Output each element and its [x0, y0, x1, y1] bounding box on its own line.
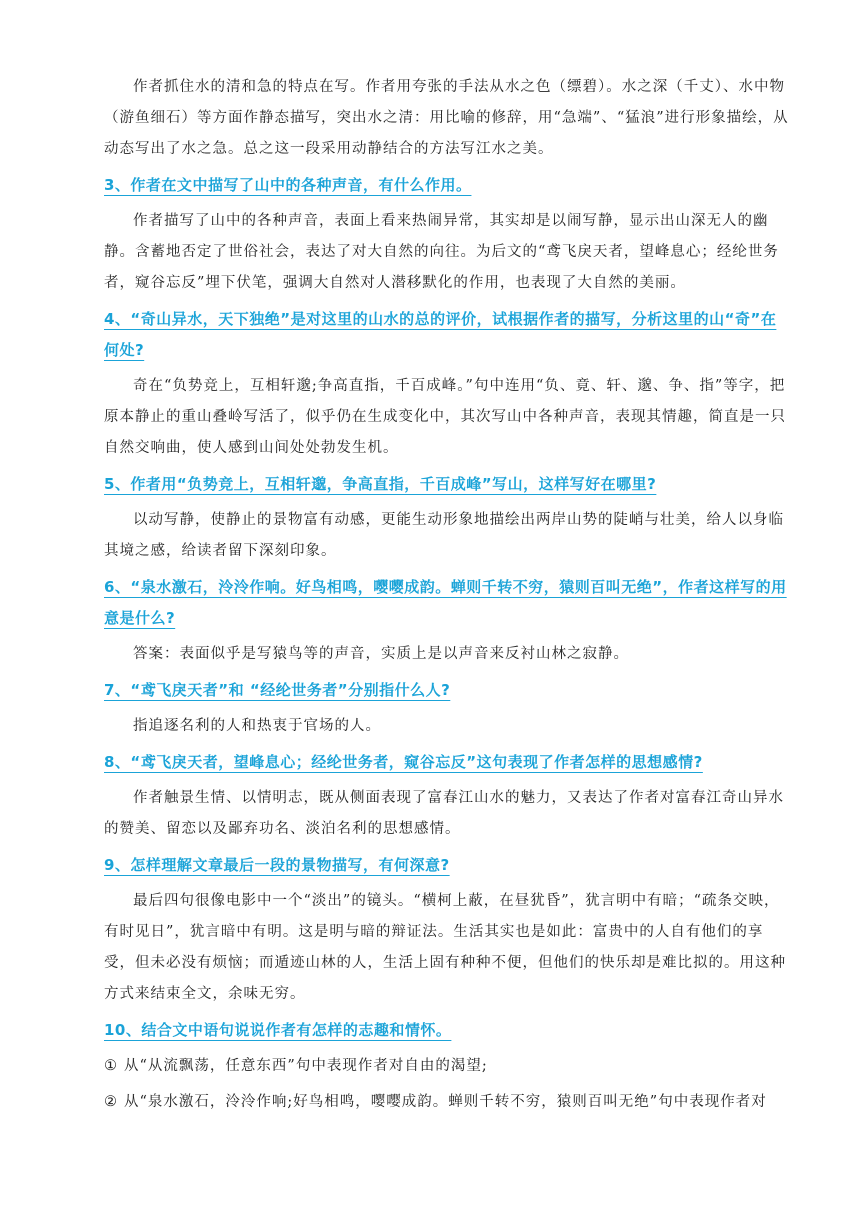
question-6: 6、“泉水激石，泠泠作响。好鸟相鸣，嘤嘤成韵。蝉则千转不穷，猿则百叫无绝”，作者这样写的用意是什么?: [104, 578, 787, 627]
answer-paragraph: 作者抓住水的清和急的特点在写。作者用夸张的手法从水之色（缥碧）。水之深（千丈）、水中物（游鱼细石）等方面作静态描写，突出水之清：用比喻的修辞，用“急端”、“猛浪”进行形象描绘，从动态写出了水之急。总之这一段采用动静结合的方法写江水之美。: [104, 79, 789, 157]
answer-5: 以动写静，使静止的景物富有动感，更能生动形象地描绘出两岸山势的陡峭与壮美，给人以身临其境之感，给读者留下深刻印象。: [104, 512, 784, 559]
answer-8: 作者触景生情、以情明志，既从侧面表现了富春江山水的魅力，又表达了作者对富春江奇山异水的赞美、留恋以及鄙弃功名、淡泊名利的思想感情。: [104, 790, 784, 837]
answer-10-item-1: [104, 1051, 790, 1082]
document-content: [104, 72, 790, 1123]
question-8: 8、“鸢飞戾天者，望峰息心；经纶世务者，窥谷忘反”这句表现了作者怎样的思想感情?: [104, 753, 703, 771]
answer-9: 最后四句很像电影中一个“淡出”的镜头。“横柯上蔽，在昼犹昏”，犹言明中有暗；“疏条交映，有时见日”，犹言暗中有明。这是明与暗的辩证法。生活其实也是如此：富贵中的人自有他们的享受，但未必没有烦恼；而遁迹山林的人，生活上固有种种不便，但他们的快乐却是难比拟的。用这种方式来结束全文，余味无穷。: [104, 893, 786, 1002]
question-10: 10、结合文中语句说说作者有怎样的志趣和情怀。: [104, 1021, 452, 1039]
question-5: 5、作者用“负势竞上，互相轩邈，争高直指，千百成峰”写山，这样写好在哪里?: [104, 475, 657, 493]
question-3: 3、作者在文中描写了山中的各种声音，有什么作用。: [104, 176, 472, 194]
answer-10-item-2: [104, 1087, 790, 1118]
answer-6: 答案：表面似乎是写猿鸟等的声音，实质上是以声音来反衬山林之寂静。: [133, 646, 629, 662]
list-item-text: 从“泉水激石，泠泠作响;好鸟相鸣，嘤嘤成韵。蝉则千转不穷，猿则百叫无绝”句中表现作者对: [124, 1094, 767, 1110]
question-9: 9、怎样理解文章最后一段的景物描写，有何深意?: [104, 856, 450, 874]
list-item-text: 从“从流飘荡，任意东西”句中表现作者对自由的渴望;: [124, 1058, 488, 1074]
list-marker: ②: [104, 1094, 118, 1110]
question-7: 7、“鸢飞戾天者”和 “经纶世务者”分别指什么人?: [104, 681, 451, 699]
list-marker: ①: [104, 1058, 118, 1074]
answer-3: 作者描写了山中的各种声音，表面上看来热闹异常，其实却是以闹写静，显示出山深无人的幽静。含蓄地否定了世俗社会，表达了对大自然的向往。为后文的“鸢飞戾天者，望峰息心；经纶世务者，窥谷忘反”埋下伏笔，强调大自然对人潜移默化的作用，也表现了大自然的美丽。: [104, 213, 779, 291]
answer-7: 指追逐名利的人和热衷于官场的人。: [133, 718, 381, 734]
answer-4: 奇在“负势竞上，互相轩邈;争高直指，千百成峰。”句中连用“负、竟、轩、邈、争、指”等字，把原本静止的重山叠岭写活了，似乎仍在生成变化中，其次写山中各种声音，表现其情趣，简直是一只自然交响曲，使人感到山间处处勃发生机。: [104, 378, 786, 456]
question-4: 4、“奇山异水，天下独绝”是对这里的山水的总的评价，试根据作者的描写，分析这里的山“奇”在何处?: [104, 310, 777, 359]
